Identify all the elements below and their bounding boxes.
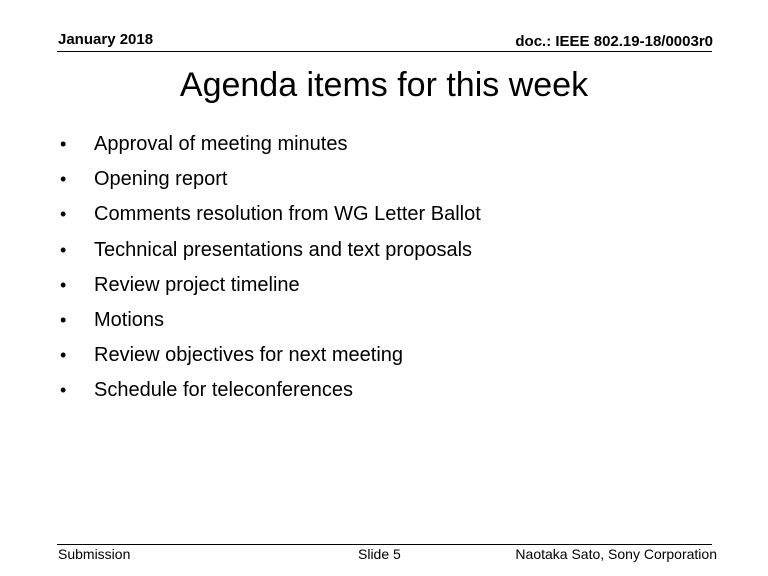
list-item-text: Schedule for teleconferences [94,379,354,402]
list-item [60,127,481,162]
list-item [60,197,481,232]
list-item [60,373,481,408]
list-item [60,268,481,303]
list-item-text: Motions [94,308,165,331]
list-item-text: Review project timeline [94,273,300,296]
footer-author: Naotaka Sato, Sony Corporation [515,546,717,562]
list-item-text: Technical presentations and text proposals [94,238,473,261]
list-item [60,233,481,268]
list-item [60,338,481,373]
agenda-list [60,127,481,409]
bullet-icon: • [60,169,67,190]
bullet-icon: • [60,345,67,366]
bullet-icon: • [60,204,67,225]
bullet-icon: • [60,380,67,401]
footer-slide-number: Slide 5 [358,546,401,562]
bullet-icon: • [60,134,67,154]
list-item [60,303,481,338]
list-item-text: Approval of meeting minutes [94,133,348,155]
header-date: January 2018 [58,31,154,48]
list-item-text: Review objectives for next meeting [94,344,404,367]
bullet-icon: • [60,239,67,260]
header-doc-id: doc.: IEEE 802.19-18/0003r0 [515,33,713,50]
header-divider [57,51,712,52]
footer-divider [57,544,712,545]
list-item-text: Comments resolution from WG Letter Ballot [94,203,481,226]
footer-submission: Submission [58,546,131,562]
list-item-text: Opening report [94,168,228,191]
bullet-icon: • [60,274,67,295]
bullet-icon: • [60,309,67,330]
list-item [60,162,481,197]
slide-title: Agenda items for this week [179,66,589,104]
